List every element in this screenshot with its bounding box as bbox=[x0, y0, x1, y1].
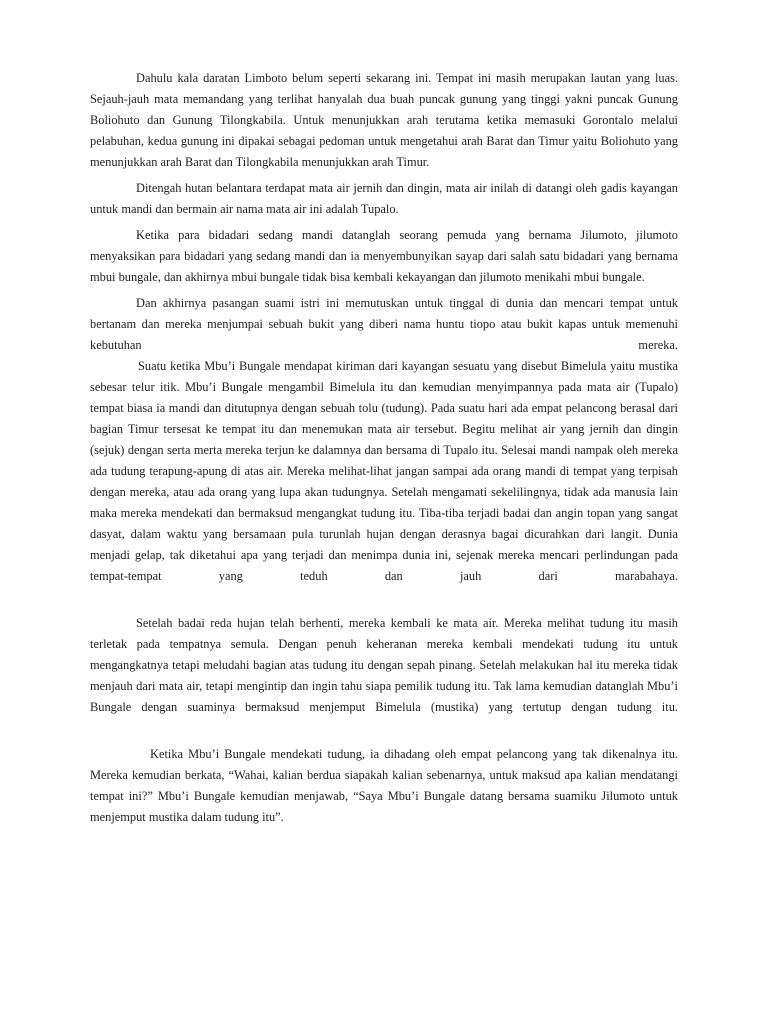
paragraph-2: Ditengah hutan belantara terdapat mata air jernih dan dingin, mata air inilah di datangi oleh gadis kayangan untuk mandi dan bermain air nama mata air ini adalah Tupalo. bbox=[90, 181, 678, 216]
paragraph-3: Ketika para bidadari sedang mandi datanglah seorang pemuda yang bernama Jilumoto, jilumoto menyaksikan para bidadari yang sedang mandi dan ia menyembunyikan sayap dari salah satu bidadari yang bernama mbui bungale, dan akhirnya mbui bungale tidak bisa kembali kekayangan dan jilumoto menikahi mbui bungale. bbox=[90, 228, 678, 284]
paragraph-5: Suatu ketika Mbu’i Bungale mendapat kiriman dari kayangan sesuatu yang disebut Bimelula yaitu mustika sebesar telur itik. Mbu’i Bungale mengambil Bimelula itu dan kemudian menyimpannya pada mata air (Tupalo) tempat biasa ia mandi dan ditutupnya dengan sebuah tolu (tudung). Pada suatu hari ada empat pelancong berasal dari bagian Timur tersesat ke tempat itu dan menemukan mata air tersebut. Begitu melihat air yang jernih dan dingin (sejuk) dengan serta merta mereka terjun ke dalamnya dan bersama di Tupalo itu. Selesai mandi nampak oleh mereka ada tudung terapung-apung di atas air. Mereka melihat-lihat jangan sampai ada orang mandi di tempat yang terpisah dengan mereka, atau ada orang yang lupa akan tudungnya. Setelah mengamati sekelilingnya, tidak ada manusia lain maka mereka mendekati dan bermaksud mengangkat tudung itu. Tiba-tiba terjadi badai dan angin topan yang sangat dasyat, dalam waktu yang bersamaan pula turunlah hujan dengan derasnya bagai dicurahkan dari langit. Dunia menjadi gelap, tak diketahui apa yang terjadi dan menimpa dunia ini, sejenak mereka mencari perlindungan pada tempat-tempat yang teduh dan jauh dari marabahaya. bbox=[90, 359, 678, 583]
paragraph-7: Ketika Mbu’i Bungale mendekati tudung, ia dihadang oleh empat pelancong yang tak dikenalnya itu. Mereka kemudian berkata, “Wahai, kalian berdua siapakah kalian sebenarnya, untuk maksud apa kalian mendatangi tempat ini?” Mbu’i Bungale kemudian menjawab, “Saya Mbu’i Bungale datang bersama suamiku Jilumoto untuk menjemput mustika dalam tudung itu”. bbox=[90, 747, 678, 824]
paragraph-4: Dan akhirnya pasangan suami istri ini memutuskan untuk tinggal di dunia dan mencari tempat untuk bertanam dan mereka menjumpai sebuah bukit yang diberi nama huntu tiopo atau bukit kapas untuk memenuhi kebutuhan mereka. bbox=[90, 296, 678, 352]
document-page bbox=[90, 68, 678, 828]
paragraph-6: Setelah badai reda hujan telah berhenti, mereka kembali ke mata air. Mereka melihat tudung itu masih terletak pada tempatnya semula. Dengan penuh keheranan mereka kembali mendekati tudung itu untuk mengangkatnya tetapi meludahi bagian atas tudung itu dengan sepah pinang. Setelah melakukan hal itu mereka tidak menjauh dari mata air, tetapi mengintip dan ingin tahu siapa pemilik tudung itu. Tak lama kemudian datanglah Mbu’i Bungale dengan suaminya bermaksud menjemput Bimelula (mustika) yang tertutup dengan tudung itu. bbox=[90, 616, 678, 714]
paragraph-1: Dahulu kala daratan Limboto belum seperti sekarang ini. Tempat ini masih merupakan lautan yang luas. Sejauh-jauh mata memandang yang terlihat hanyalah dua buah puncak gunung yang tinggi yakni puncak Gunung Boliohuto dan Gunung Tilongkabila. Untuk menunjukkan arah terutama ketika memasuki Gorontalo melalui pelabuhan, kedua gunung ini dipakai sebagai pedoman untuk mengetahui arah Barat dan Timur yaitu Boliohuto yang menunjukkan arah Barat dan Tilongkabila menunjukkan arah Timur. bbox=[90, 71, 678, 169]
